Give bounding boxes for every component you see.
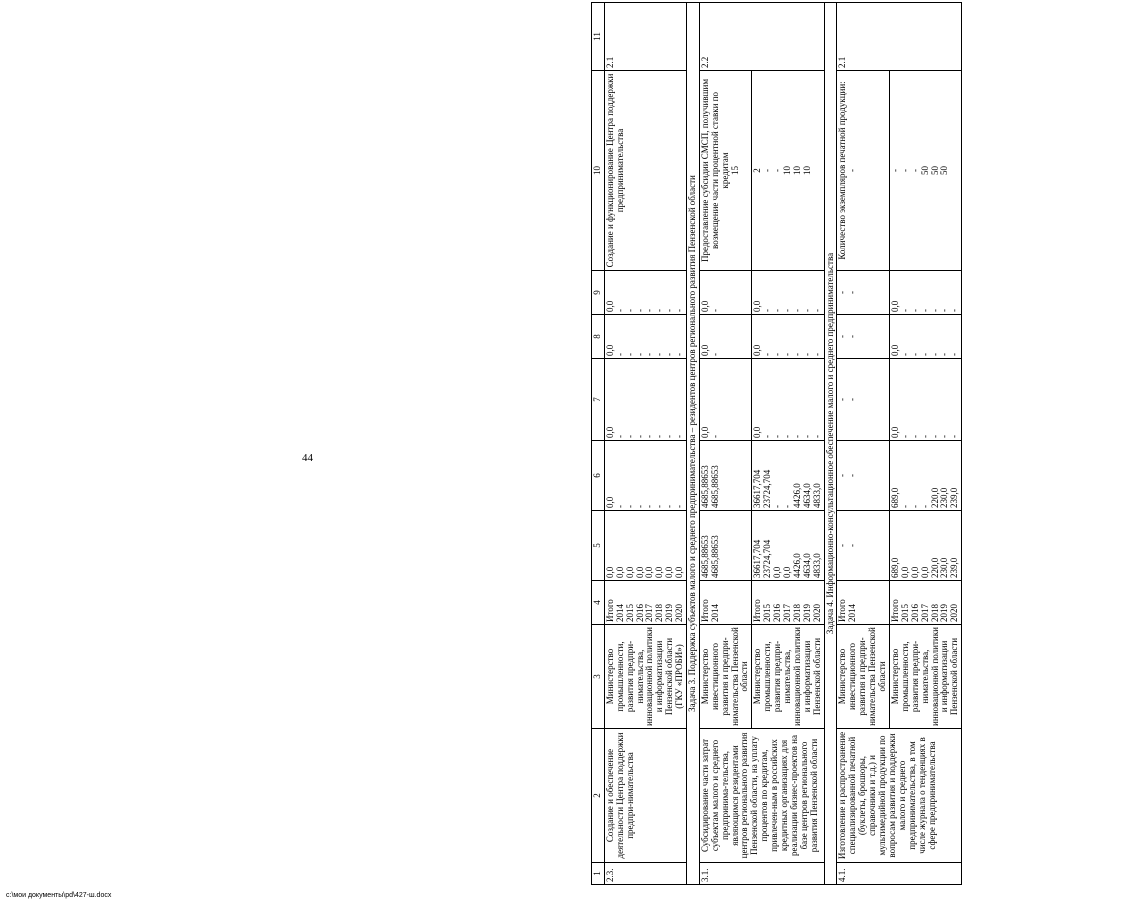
program-table (591, 2, 962, 885)
cell-line: - (949, 353, 960, 356)
row-3-1-num: 3.1. (699, 863, 824, 885)
cell-line: 2014 (614, 604, 625, 622)
cell-line: 50 (919, 166, 930, 175)
cell-line: - (634, 435, 645, 438)
row-2-3-indicator: Создание и функционирование Центра поддержки предпринимательства (604, 71, 686, 271)
cell-line: - (889, 169, 900, 172)
cell-line: - (709, 309, 720, 312)
cell-line: - (782, 505, 793, 508)
row-3-1-g1-c9 (699, 271, 751, 315)
cell-line: 0,0 (614, 566, 625, 578)
cell-line: Итого (604, 599, 615, 622)
cell-line: - (919, 309, 930, 312)
header-row (592, 3, 605, 885)
cell-line: - (811, 353, 822, 356)
cell-line: 0,0 (919, 566, 930, 578)
row-4-1-g2-c7 (889, 359, 961, 441)
cell-line: - (634, 353, 645, 356)
col-header-5: 5 (592, 511, 605, 581)
col-header-9: 9 (592, 271, 605, 315)
cell-line: - (929, 309, 940, 312)
cell-line: 2015 (624, 604, 635, 622)
cell-line: - (837, 474, 848, 477)
cell-line: 2015 (899, 604, 910, 622)
cell-line: 689,0 (889, 487, 900, 508)
cell-line: 50 (939, 166, 950, 175)
cell-line: - (847, 398, 858, 401)
cell-line: - (811, 435, 822, 438)
col-header-1: 1 (592, 863, 605, 885)
row-4-1-executor-1: Министерство инвестиционного развития и предпри-нимательства Пензенской области (837, 625, 889, 729)
cell-line: - (614, 435, 625, 438)
cell-line: 220,0 (929, 487, 940, 508)
cell-line: - (949, 309, 960, 312)
row-4-1-g2-years (889, 581, 961, 625)
cell-line: 2016 (909, 604, 920, 622)
row-3-1-c11: 2.2 (699, 3, 824, 71)
cell-line: 4685,88653 (709, 465, 720, 508)
row-4-1-g1-indicator (837, 71, 889, 271)
cell-line: - (782, 309, 793, 312)
cell-line: - (674, 309, 685, 312)
row-4-1-group-1 (837, 3, 889, 885)
cell-line: - (909, 169, 920, 172)
cell-line: - (899, 435, 910, 438)
cell-line: - (654, 505, 665, 508)
task-4-row (824, 3, 837, 885)
cell-line: Итого (889, 599, 900, 622)
cell-line: - (791, 435, 802, 438)
cell-line: - (624, 353, 635, 356)
cell-line: - (674, 505, 685, 508)
cell-line: - (772, 309, 783, 312)
cell-line: - (837, 335, 848, 338)
cell-line: - (614, 309, 625, 312)
row-4-1-g1-c5 (837, 511, 889, 581)
cell-line: 2017 (644, 604, 655, 622)
cell-line: - (811, 309, 822, 312)
cell-line: 0,0 (889, 300, 900, 312)
col-header-11: 11 (592, 3, 605, 71)
cell-line: - (709, 353, 720, 356)
row-3-1-g1-c7 (699, 359, 751, 441)
cell-line: 0,0 (634, 566, 645, 578)
cell-line: 10 (791, 166, 802, 175)
cell-line: 0,0 (699, 300, 710, 312)
row-2-3-name: Создание и обеспечение деятельности Центра поддержки предпри-нимательства (604, 729, 686, 863)
cell-line: 0,0 (699, 344, 710, 356)
cell-line: 689,0 (889, 557, 900, 578)
cell-line: 23724,704 (762, 469, 773, 508)
cell-line: - (709, 435, 720, 438)
cell-line: 239,0 (949, 557, 960, 578)
cell-line: - (929, 353, 940, 356)
row-4-1-g2-c8 (889, 315, 961, 359)
cell-line: 2 (752, 168, 763, 173)
cell-line: - (782, 435, 793, 438)
row-4-1-g2-indicator (889, 71, 961, 271)
cell-line: Итого (699, 599, 710, 622)
cell-line: 230,0 (939, 487, 950, 508)
row-2-3-c9 (604, 271, 686, 315)
cell-line: 2014 (847, 604, 858, 622)
cell-line: Количество экземпляров печатной продукции: (837, 81, 848, 260)
rotated-table-wrapper (591, 23, 1141, 885)
cell-line: 2017 (919, 604, 930, 622)
cell-line: - (614, 505, 625, 508)
cell-line: 4426,0 (791, 553, 802, 578)
row-3-1-name: Субсидирование части затрат субъектам малого и среднего предпринима-тельства, являющимся резидентами центров регионального развития Пензенской области, на уплату процентов по кредитам, привлечен-ным в российских кредитных организациях для реализации бизнес-проектов на базе центров регионального развития Пензенской области (699, 729, 824, 863)
cell-line: 50 (929, 166, 940, 175)
cell-line: - (644, 435, 655, 438)
cell-line: - (664, 309, 675, 312)
row-4-1-g2-c6 (889, 441, 961, 511)
cell-line: 220,0 (929, 557, 940, 578)
cell-line: 2018 (929, 604, 940, 622)
row-4-1-g2-c9 (889, 271, 961, 315)
cell-line: 23724,704 (762, 539, 773, 578)
cell-line: - (791, 353, 802, 356)
cell-line: 0,0 (772, 566, 783, 578)
cell-line: Предоставление субсидии СМСП, получившим возмещение части процентной ставки по кредитам (699, 78, 730, 263)
cell-line: 2020 (674, 604, 685, 622)
cell-line: - (624, 309, 635, 312)
cell-line: 2016 (634, 604, 645, 622)
cell-line: - (654, 353, 665, 356)
col-header-10: 10 (592, 71, 605, 271)
cell-line: 2020 (949, 604, 960, 622)
cell-line: - (909, 505, 920, 508)
footer-path: c:\мои документы\pd\427-ш.docx (6, 892, 112, 899)
cell-line: 230,0 (939, 557, 950, 578)
cell-line: 2018 (654, 604, 665, 622)
cell-line: 0,0 (604, 566, 615, 578)
cell-line: - (772, 505, 783, 508)
cell-line: 0,0 (752, 426, 763, 438)
cell-line: 0,0 (604, 344, 615, 356)
row-4-1-g1-c8 (837, 315, 889, 359)
cell-line: 2014 (709, 604, 720, 622)
cell-line: 0,0 (782, 566, 793, 578)
row-4-1-g2-c5 (889, 511, 961, 581)
col-header-7: 7 (592, 359, 605, 441)
task-4-heading: Задача 4. Информационно-консультационное обеспечение малого и среднего предпринимательства (824, 3, 837, 885)
cell-line: 0,0 (604, 496, 615, 508)
row-3-1-g1-years (699, 581, 751, 625)
cell-line: 0,0 (909, 566, 920, 578)
cell-line: 2019 (801, 604, 812, 622)
cell-line: 0,0 (664, 566, 675, 578)
cell-line: - (654, 435, 665, 438)
row-3-1-executor-1: Министерство инвестиционного развития и предпри-нимательства Пензенской области (699, 625, 751, 729)
cell-line: 0,0 (899, 566, 910, 578)
cell-line: - (939, 309, 950, 312)
row-3-1-g2-years (752, 581, 824, 625)
cell-line: 2019 (664, 604, 675, 622)
cell-line: - (801, 353, 812, 356)
cell-line: - (801, 435, 812, 438)
cell-line: 4634,0 (801, 553, 812, 578)
cell-line: - (644, 353, 655, 356)
col-header-3: 3 (592, 625, 605, 729)
cell-line: 0,0 (889, 426, 900, 438)
row-4-1-g1-c9 (837, 271, 889, 315)
cell-line: - (634, 309, 645, 312)
cell-line: - (762, 309, 773, 312)
cell-line: 2019 (939, 604, 950, 622)
row-4-1-g1-c7 (837, 359, 889, 441)
row-3-1-group-1 (699, 3, 751, 885)
cell-line: - (772, 169, 783, 172)
col-header-2: 2 (592, 729, 605, 863)
row-2-3-c8 (604, 315, 686, 359)
cell-line: - (664, 435, 675, 438)
cell-line: 4426,0 (791, 483, 802, 508)
cell-line: 36617,704 (752, 539, 763, 578)
cell-line: 4685,88653 (699, 535, 710, 578)
cell-line: 10 (782, 166, 793, 175)
cell-line: 0,0 (644, 566, 655, 578)
cell-line: 2016 (772, 604, 783, 622)
cell-line: 2015 (762, 604, 773, 622)
cell-line: Итого (752, 599, 763, 622)
cell-line: - (919, 505, 930, 508)
cell-line: - (899, 169, 910, 172)
cell-line: 0,0 (624, 566, 635, 578)
cell-line: - (837, 291, 848, 294)
cell-line: 2020 (811, 604, 822, 622)
cell-line: - (949, 435, 960, 438)
task-3-row (687, 3, 700, 885)
cell-line: - (762, 435, 773, 438)
cell-line: 0,0 (604, 300, 615, 312)
row-2-3-c11: 2.1 (604, 3, 686, 71)
row-2-3-c5 (604, 511, 686, 581)
cell-line: - (782, 353, 793, 356)
cell-line: 4833,0 (811, 483, 822, 508)
row-3-1-g1-c8 (699, 315, 751, 359)
col-header-4: 4 (592, 581, 605, 625)
cell-line: - (664, 505, 675, 508)
col-header-6: 6 (592, 441, 605, 511)
cell-line: - (939, 435, 950, 438)
row-4-1-num: 4.1. (837, 863, 962, 885)
row-2-3-executor: Министерство промышленности, развития предпри-нимательства, инновационной политики и информатизации Пензенской области (ГКУ «ПРОБИ») (604, 625, 686, 729)
cell-line: 0,0 (889, 344, 900, 356)
row-2-3-num: 2.3. (604, 863, 686, 885)
cell-line: 2018 (791, 604, 802, 622)
row-3-1-g2-c5 (752, 511, 824, 581)
row-4-1-executor-2: Министерство промышленности, развития предпри-нимательства, инновационной политики и информатизации Пензенской области (889, 625, 961, 729)
row-2-3-c6 (604, 441, 686, 511)
cell-line: 0,0 (752, 344, 763, 356)
cell-line: - (801, 309, 812, 312)
row-3-1-g2-c7 (752, 359, 824, 441)
col-header-8: 8 (592, 315, 605, 359)
cell-line: 0,0 (604, 426, 615, 438)
cell-line: - (772, 353, 783, 356)
cell-line: 4685,88653 (709, 535, 720, 578)
cell-line: 4634,0 (801, 483, 812, 508)
row-3-1-g2-c8 (752, 315, 824, 359)
cell-line: 36617,704 (752, 469, 763, 508)
cell-line: - (762, 169, 773, 172)
cell-line: 0,0 (752, 300, 763, 312)
row-3-1-g1-c5 (699, 511, 751, 581)
cell-line: - (919, 435, 930, 438)
row-2-3 (604, 3, 686, 885)
cell-line: - (939, 353, 950, 356)
row-4-1-g1-years (837, 581, 889, 625)
cell-line: 0,0 (699, 426, 710, 438)
cell-line: - (654, 309, 665, 312)
cell-line: 0,0 (674, 566, 685, 578)
cell-line: 0,0 (654, 566, 665, 578)
cell-line: - (674, 435, 685, 438)
row-2-3-c7 (604, 359, 686, 441)
cell-line: 4685,88653 (699, 465, 710, 508)
cell-line: - (762, 353, 773, 356)
cell-line: 4833,0 (811, 553, 822, 578)
row-3-1-g1-c6 (699, 441, 751, 511)
cell-line: - (837, 398, 848, 401)
cell-line: - (674, 353, 685, 356)
cell-line: 15 (729, 166, 740, 175)
row-4-1-g1-c6 (837, 441, 889, 511)
cell-line: - (644, 505, 655, 508)
cell-line: - (772, 435, 783, 438)
cell-line: Итого (837, 599, 848, 622)
cell-line: - (624, 435, 635, 438)
row-2-3-years (604, 581, 686, 625)
row-3-1-executor-2: Министерство промышленности, развития предпри-нимательства, инновационной политики и информатизации Пензенской области (752, 625, 824, 729)
cell-line: - (847, 291, 858, 294)
cell-line: - (919, 353, 930, 356)
cell-line: - (899, 505, 910, 508)
task-3-heading: Задача 3. Поддержка субъектов малого и среднего предпринимательства – резидентов центров регионального развития Пензенской области (687, 3, 700, 885)
row-3-1-g2-c6 (752, 441, 824, 511)
page-number: 44 (302, 452, 313, 464)
cell-line: - (909, 435, 920, 438)
cell-line: - (847, 169, 858, 172)
cell-line: - (899, 353, 910, 356)
cell-line: - (664, 353, 675, 356)
cell-line: - (899, 309, 910, 312)
cell-line: - (847, 335, 858, 338)
cell-line: 239,0 (949, 487, 960, 508)
cell-line: - (624, 505, 635, 508)
cell-line: - (614, 353, 625, 356)
cell-line: - (847, 474, 858, 477)
cell-line: - (929, 435, 940, 438)
cell-line: 10 (801, 166, 812, 175)
row-3-1-g2-c9 (752, 271, 824, 315)
cell-line: 2017 (782, 604, 793, 622)
cell-line: - (909, 353, 920, 356)
cell-line: - (909, 309, 920, 312)
row-4-1-name: Изготовление и распространение специализированной печатной (буклеты, брошюры, справочники и т.д.) и мультимедийной продукции по вопросам развития и поддержки малого и среднего предпринимательства, в том числе журнала о тенденциях в сфере предпринимательства (837, 729, 962, 863)
cell-line: - (644, 309, 655, 312)
row-3-1-g2-indicator (752, 71, 824, 271)
cell-line: - (791, 309, 802, 312)
cell-line: - (837, 544, 848, 547)
cell-line: - (634, 505, 645, 508)
row-3-1-g1-indicator (699, 71, 751, 271)
row-4-1-c11: 2.1 (837, 3, 962, 71)
cell-line: - (847, 544, 858, 547)
